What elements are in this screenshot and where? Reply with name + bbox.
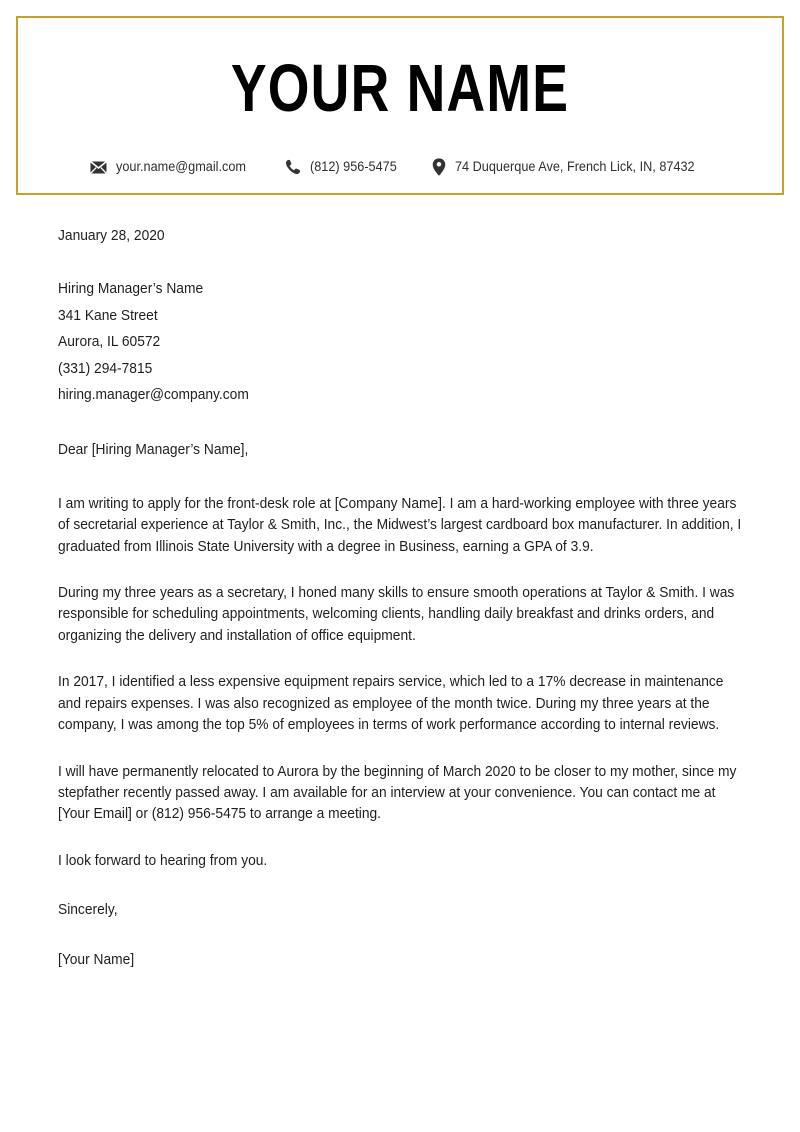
recipient-email: hiring.manager@company.com <box>58 387 249 404</box>
letter-date <box>58 226 742 247</box>
body-paragraph-1: I am writing to apply for the front-desk role at [Company Name]. I am a hard-working employee with three years of secretarial experience at Taylor & Smith, Inc., the Midwest’s largest cardboard box manufacturer. In addition, I graduated from Illinois State University with a degree in Business, earning a GPA of 3.9. <box>58 495 742 555</box>
location-pin-icon <box>432 158 446 176</box>
signoff: Sincerely, <box>58 902 118 919</box>
contact-item-address[interactable] <box>432 158 710 176</box>
salutation-text: Dear [Hiring Manager’s Name], <box>58 442 249 459</box>
phone-icon <box>285 159 301 175</box>
body-paragraph-2: During my three years as a secretary, I honed many skills to ensure smooth operations at Taylor & Smith. I was responsible for scheduling appointments, welcoming clients, handling daily breakfast and drinks orders, and organizing the delivery and installation of office equipment. <box>58 585 735 644</box>
contact-item-phone[interactable] <box>285 159 402 175</box>
recipient-address-block <box>58 279 742 406</box>
applicant-name-heading: YOUR NAME <box>230 51 570 126</box>
letter-body <box>58 226 742 971</box>
closing-line: I look forward to hearing from you. <box>58 852 268 869</box>
body-paragraph-4: I will have permanently relocated to Aurora by the beginning of March 2020 to be closer to my mother, since my stepfather recently passed away. I am available for an interview at your convenience. You can contact me at [Your Email] or (812) 956-5475 to arrange a meeting. <box>58 763 737 823</box>
letter-date-text: January 28, 2020 <box>58 228 165 244</box>
contact-address-text: 74 Duquerque Ave, French Lick, IN, 87432 <box>454 159 695 174</box>
recipient-name: Hiring Manager’s Name <box>58 281 204 298</box>
salutation <box>58 440 742 461</box>
signature-name: [Your Name] <box>58 951 135 968</box>
letterhead-frame <box>16 16 784 195</box>
body-paragraph-3: In 2017, I identified a less expensive equipment repairs service, which led to a 17% decrease in maintenance and repairs expenses. I was also recognized as employee of the month twice. During my three years at the company, I was among the top 5% of employees in terms of work performance according to internal reviews. <box>58 674 724 734</box>
contact-email-text: your.name@gmail.com <box>116 159 247 174</box>
envelope-icon <box>90 161 107 174</box>
contact-item-email[interactable] <box>90 159 254 175</box>
contact-phone-text: (812) 956-5475 <box>309 159 397 174</box>
contact-info-row <box>18 158 782 176</box>
recipient-street: 341 Kane Street <box>58 307 158 324</box>
recipient-city-state-zip: Aurora, IL 60572 <box>58 334 161 351</box>
recipient-phone: (331) 294-7815 <box>58 360 153 377</box>
